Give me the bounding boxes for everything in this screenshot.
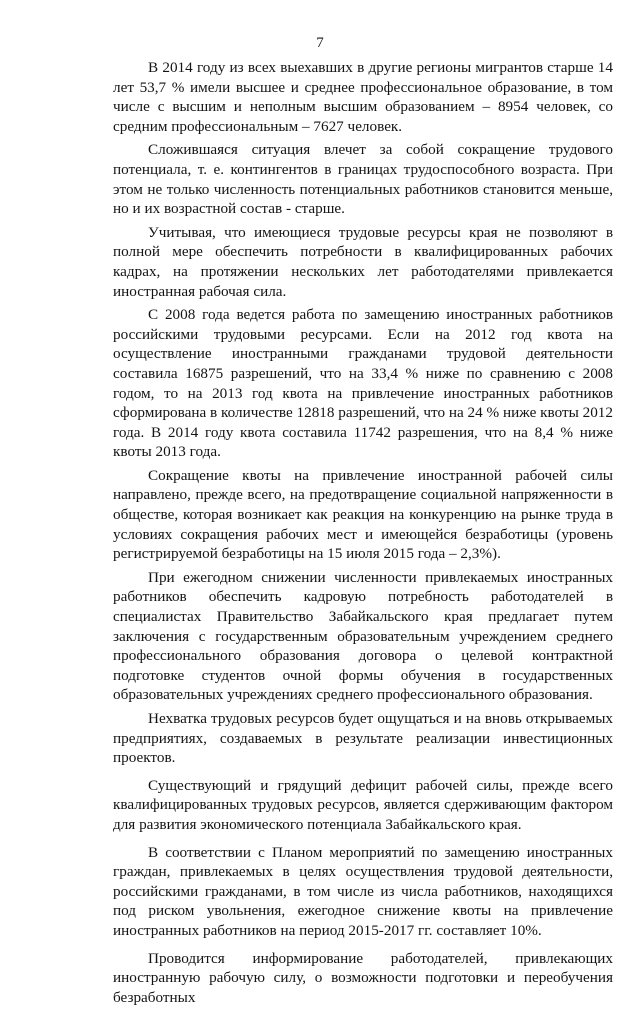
- paragraph-employer-information: Проводится информирование работодателей, привлекающих иностранную рабочую силу, о возможности подготовки и переобучения безработных: [113, 949, 613, 1006]
- paragraph-migrants-education: В 2014 году из всех выехавших в другие регионы мигрантов старше 14 лет 53,7 % имели высшее и среднее профессиональное образование, в том числе с высшим и неполным высшим образованием – 8954 человек, со средним профессиональным – 7627 человек.: [113, 59, 613, 135]
- document-body: [113, 58, 613, 1011]
- page-number: 7: [316, 35, 324, 51]
- paragraph-targeted-training: При ежегодном снижении численности привлекаемых иностранных работников обеспечить кадровую потребность работодателей в специалистах Правительство Забайкальского края предлагает путем заключения с государственным образовательным учреждением среднего профессионального образования договора о целевой контрактной подготовке студентов очной формы обучения в государственных образовательных учреждениях среднего профессионального образования.: [113, 568, 613, 704]
- paragraph-action-plan: В соответствии с Планом мероприятий по замещению иностранных граждан, привлекаемых в целях осуществления трудовой деятельности, российскими гражданами, в том числе из числа работников, находящихся под риском увольнения, ежегодное снижение квоты на привлечение иностранных работников на период 2015-2017 гг. составляет 10%.: [113, 843, 613, 939]
- paragraph-quota-history: С 2008 года ведется работа по замещению иностранных работников российскими трудовыми ресурсами. Если на 2012 год квота на осуществление иностранными гражданами трудовой деятельности составила 16875 разрешений, что на 33,4 % ниже по сравнению с 2008 годом, то на 2013 год квота на привлечение иностранных работников сформирована в количестве 12818 разрешений, что на 24 % ниже квоты 2012 года. В 2014 году квота составила 11742 разрешения, что на 8,4 % ниже квоты 2013 года.: [113, 306, 613, 461]
- paragraph-quota-reduction: Сокращение квоты на привлечение иностранной рабочей силы направлено, прежде всего, на предотвращение социальной напряженности в обществе, которая возникает как реакция на конкуренцию на рынке труда в условиях сокращения рабочих мест и имеющейся безработицы (уровень регистрируемой безработицы на 15 июля 2015 года – 2,3%).: [113, 466, 613, 563]
- paragraph-labor-potential: Сложившаяся ситуация влечет за собой сокращение трудового потенциала, т. е. контингентов в границах трудоспособного возраста. При этом не только численность потенциальных работников становится меньше, но и их возрастной состав - старше.: [113, 141, 613, 218]
- paragraph-labor-shortage: Нехватка трудовых ресурсов будет ощущаться и на вновь открываемых предприятиях, создаваемых в результате реализации инвестиционных проектов.: [113, 710, 613, 767]
- paragraph-foreign-labor: Учитывая, что имеющиеся трудовые ресурсы края не позволяют в полной мере обеспечить потребности в квалифицированных рабочих кадрах, на протяжении нескольких лет работодателями привлекается иностранная рабочая сила.: [113, 223, 613, 300]
- paragraph-workforce-deficit: Существующий и грядущий дефицит рабочей силы, прежде всего квалифицированных трудовых ресурсов, является сдерживающим фактором для развития экономического потенциала Забайкальского края.: [113, 776, 613, 833]
